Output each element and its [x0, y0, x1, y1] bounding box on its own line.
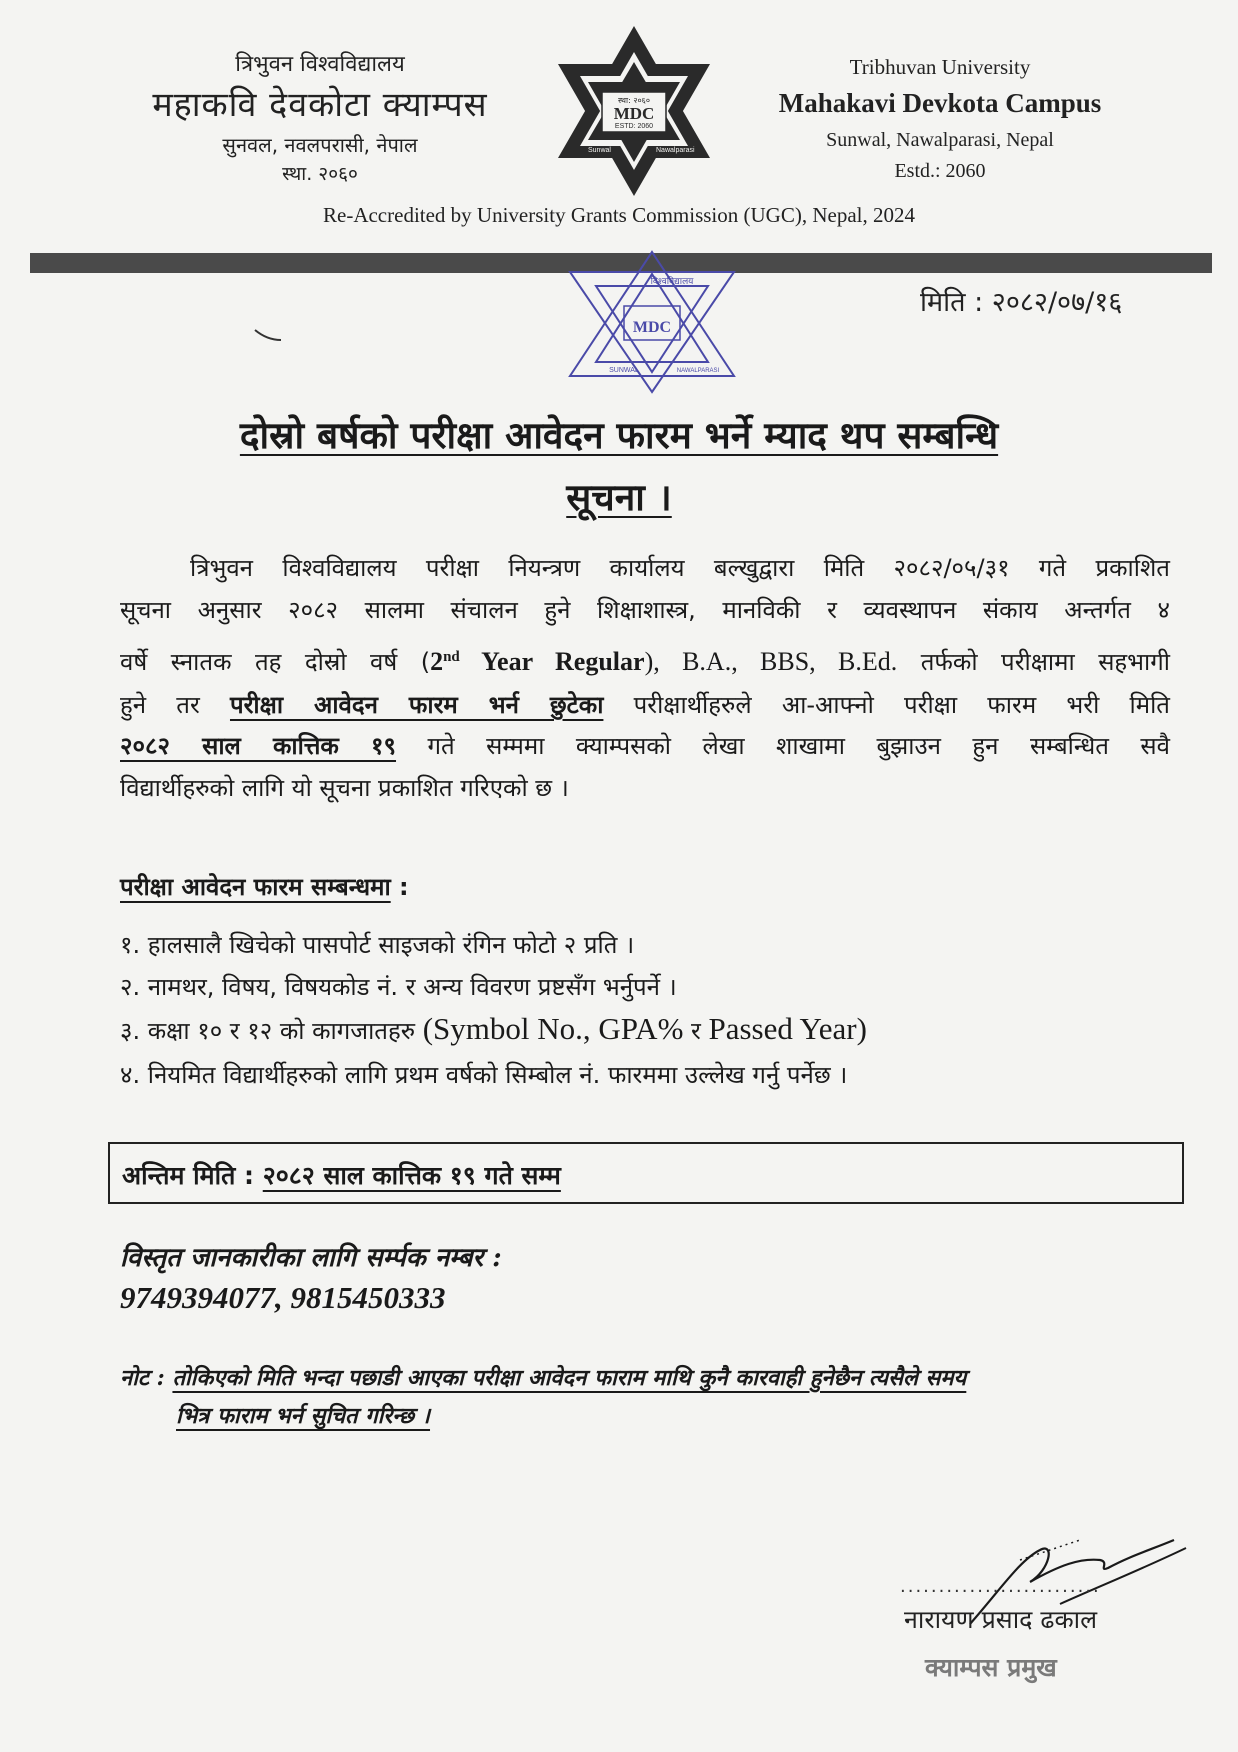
note-line-2: भित्र फाराम भर्न सुचित गरिन्छ । — [176, 1403, 431, 1429]
university-name-np: त्रिभुवन विश्वविद्यालय — [235, 52, 405, 77]
missed-form-highlight: परीक्षा आवेदन फारम भर्न छुटेका — [229, 691, 604, 719]
contact-numbers: 9749394077, 9815450333 — [120, 1280, 446, 1315]
svg-text:NAWALPARASI: NAWALPARASI — [676, 368, 720, 374]
campus-stamp — [562, 248, 742, 396]
campus-address-en: Sunwal, Nawalparasi, Nepal — [826, 129, 1054, 151]
notice-title-line1: दोस्रो बर्षको परीक्षा आवेदन फारम भर्ने म्याद थप सम्बन्धि — [239, 414, 999, 457]
body-line-3: वर्षे स्नातक तह दोस्रो वर्ष (2nd Year Regular), B.A., BBS, B.Ed. तर्फको परीक्षामा सहभागी — [120, 647, 1170, 676]
signature-line: .......................... — [900, 1576, 1101, 1597]
body-line-4: हुने तर परीक्षा आवेदन फारम भर्न छुटेका परीक्षार्थीहरुले आ-आफ्नो परीक्षा फारम भरी मिति — [120, 691, 1170, 719]
svg-text:SUNWAL: SUNWAL — [609, 367, 639, 374]
campus-estd-np: स्था. २०६० — [282, 163, 358, 185]
svg-text:विश्वविद्यालय: विश्वविद्यालय — [650, 277, 694, 287]
body-line-5: २०८२ साल कात्तिक १९ गते सम्ममा क्याम्पसको लेखा शाखामा बुझाउन हुन सम्बन्धित सवै — [120, 732, 1170, 760]
svg-text:Nawalparasi: Nawalparasi — [656, 147, 695, 154]
body-line-6: विद्यार्थीहरुको लागि यो सूचना प्रकाशित गरिएको छ । — [120, 774, 569, 802]
requirements-heading: परीक्षा आवेदन फारम सम्बन्धमा : — [120, 873, 409, 901]
requirement-item-4: ४. नियमित विद्यार्थीहरुको लागि प्रथम वर्षको सिम्बोल नं. फारममा उल्लेख गर्नु पर्नेछ । — [120, 1061, 848, 1089]
notice-title-line2: सूचना । — [566, 476, 672, 519]
signatory-title: क्याम्पस प्रमुख — [925, 1653, 1057, 1682]
campus-logo — [548, 22, 720, 200]
svg-text:स्था: २०६०: स्था: २०६० — [617, 96, 651, 105]
body-line-1: त्रिभुवन विश्वविद्यालय परीक्षा नियन्त्रण कार्यालय बल्खुद्वारा मिति २०८२/०५/३१ गते प्रकाशित — [190, 554, 1170, 582]
svg-text:Sunwal: Sunwal — [588, 147, 611, 154]
contact-label: विस्तृत जानकारीका लागि सर्म्पक नम्बर : — [120, 1243, 502, 1273]
accreditation-line: Re-Accredited by University Grants Commission (UGC), Nepal, 2024 — [323, 203, 915, 227]
university-name-en: Tribhuvan University — [849, 55, 1031, 79]
pen-stroke-mark — [253, 328, 283, 342]
body-line-2: सूचना अनुसार २०८२ सालमा संचालन हुने शिक्षाशास्त्र, मानविकी र व्यवस्थापन संकाय अन्तर्गत ४ — [120, 596, 1170, 624]
campus-estd-en: Estd.: 2060 — [894, 160, 986, 182]
requirement-item-1: १. हालसालै खिचेको पासपोर्ट साइजको रंगिन फोटो २ प्रति । — [120, 931, 635, 959]
stamp-abbr: MDC — [632, 319, 672, 336]
notice-date: मिति : २०८२/०७/१६ — [920, 287, 1123, 318]
signatory-name: नारायण प्रसाद ढकाल — [904, 1605, 1098, 1634]
requirement-item-3: ३. कक्षा १० र १२ को कागजातहरु (Symbol No., GPA% र Passed Year) — [120, 1011, 867, 1046]
header-left-block — [120, 50, 520, 188]
deadline-text: अन्तिम मिति : २०८२ साल कात्तिक १९ गते सम्म — [122, 1161, 561, 1190]
note-line-1: नोट : तोकिएको मिति भन्दा पछाडी आएका परीक्षा आवेदन फाराम माथि कुनै कारवाही हुनेछैन त्यसैले समय — [120, 1365, 967, 1391]
campus-name-np: महाकवि देवकोटा क्याम्पस — [152, 85, 488, 125]
header-right-block — [730, 52, 1150, 186]
deadline-highlight: २०८२ साल कात्तिक १९ — [120, 732, 397, 760]
campus-name-en: Mahakavi Devkota Campus — [778, 88, 1102, 118]
campus-address-np: सुनवल, नवलपरासी, नेपाल — [222, 133, 418, 157]
svg-text:ESTD: 2060: ESTD: 2060 — [614, 123, 654, 130]
logo-abbr: MDC — [613, 104, 655, 123]
requirement-item-2: २. नामथर, विषय, विषयकोड नं. र अन्य विवरण प्रष्टसँग भर्नुपर्ने । — [120, 973, 677, 1001]
